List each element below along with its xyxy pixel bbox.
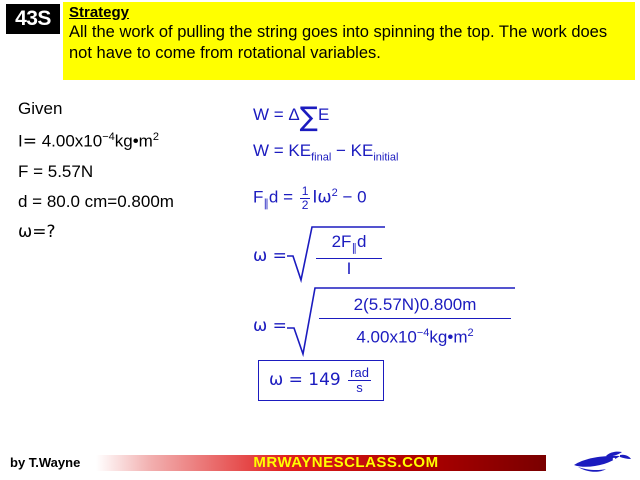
eq4-lhs: ω = <box>253 246 287 266</box>
answer-lhs: ω = 149 <box>269 369 347 390</box>
eq3-parallel-subscript: ∥ <box>263 198 269 211</box>
eq3-omega-exponent: 2 <box>331 187 338 200</box>
eq1-rhs: E <box>317 105 330 124</box>
inertia-units: kg•m <box>114 131 153 151</box>
eq3-i-omega: Iω <box>312 188 332 209</box>
eq2-lhs: W = KE <box>253 141 312 160</box>
inertia-units-exponent: 2 <box>152 131 159 143</box>
equation-work-delta-sum-energy <box>253 102 623 133</box>
inertia-equals: = <box>22 131 37 152</box>
eq5-numerator: 2(5.57N)0.800m <box>353 295 477 314</box>
inertia-symbol: I <box>18 131 23 151</box>
answer-units-denominator: s <box>348 380 371 395</box>
eq4-numerator <box>316 232 382 258</box>
strategy-title: Strategy <box>69 4 130 21</box>
eq3-tail: − 0 <box>337 188 367 208</box>
eq4-num-a: 2F <box>331 232 352 251</box>
eq5-den-exponent2: 2 <box>467 327 474 339</box>
strategy-text: All the work of pulling the string goes into spinning the top. The work does not have to come from rotational variables. <box>69 23 608 62</box>
eq1-lhs: W = Δ <box>253 105 300 124</box>
eq5-fraction <box>319 292 511 352</box>
eq2-sub-final: final <box>311 151 332 164</box>
given-block <box>18 96 238 247</box>
footer-website: MRWAYNESCLASS.COM <box>253 454 439 471</box>
eq3-force-symbol: F <box>253 188 264 208</box>
answer-units-numerator: rad <box>350 365 369 380</box>
slide-header <box>0 0 640 84</box>
eq4-num-b: d <box>356 232 367 251</box>
one-half-fraction <box>300 185 311 212</box>
slide-number-badge: 43S <box>6 4 60 34</box>
summation-icon: ∑ <box>299 102 318 133</box>
eq5-den-exponent: −4 <box>416 327 430 339</box>
eq2-mid: − KE <box>331 141 374 160</box>
eq4-denominator: I <box>316 258 382 279</box>
inertia-exponent: −4 <box>102 131 115 143</box>
eq4-fraction <box>316 232 382 279</box>
given-inertia <box>18 122 238 157</box>
given-force: F = 5.57N <box>18 161 94 181</box>
eq4-radical <box>286 222 386 284</box>
eq2-sub-initial: initial <box>373 151 399 164</box>
eq4-num-parallel: ∥ <box>351 242 357 255</box>
strategy-banner <box>63 2 635 80</box>
eq5-den-b: kg•m <box>429 327 468 347</box>
eq5-denominator <box>319 318 511 352</box>
fraction-numerator: 1 <box>301 184 309 199</box>
eq3-mid: d = <box>268 188 298 208</box>
answer-box <box>258 360 384 401</box>
answer-units-fraction <box>348 366 371 395</box>
eq5-den-a: 4.00x10 <box>356 327 417 347</box>
equation-fd-equals-half-i-omega-squared <box>253 182 623 215</box>
shark-logo-icon <box>570 450 632 476</box>
given-unknown: ω=? <box>18 221 56 242</box>
eq5-radical <box>286 284 516 360</box>
eq5-lhs: ω = <box>253 316 287 336</box>
given-distance: d = 80.0 cm=0.800m <box>18 191 174 211</box>
given-heading: Given <box>18 99 63 118</box>
byline: by T.Wayne <box>10 455 81 470</box>
inertia-value: 4.00x10 <box>41 131 103 151</box>
equation-work-ke-difference <box>253 140 623 168</box>
fraction-denominator: 2 <box>301 198 309 213</box>
work-block <box>253 102 623 347</box>
